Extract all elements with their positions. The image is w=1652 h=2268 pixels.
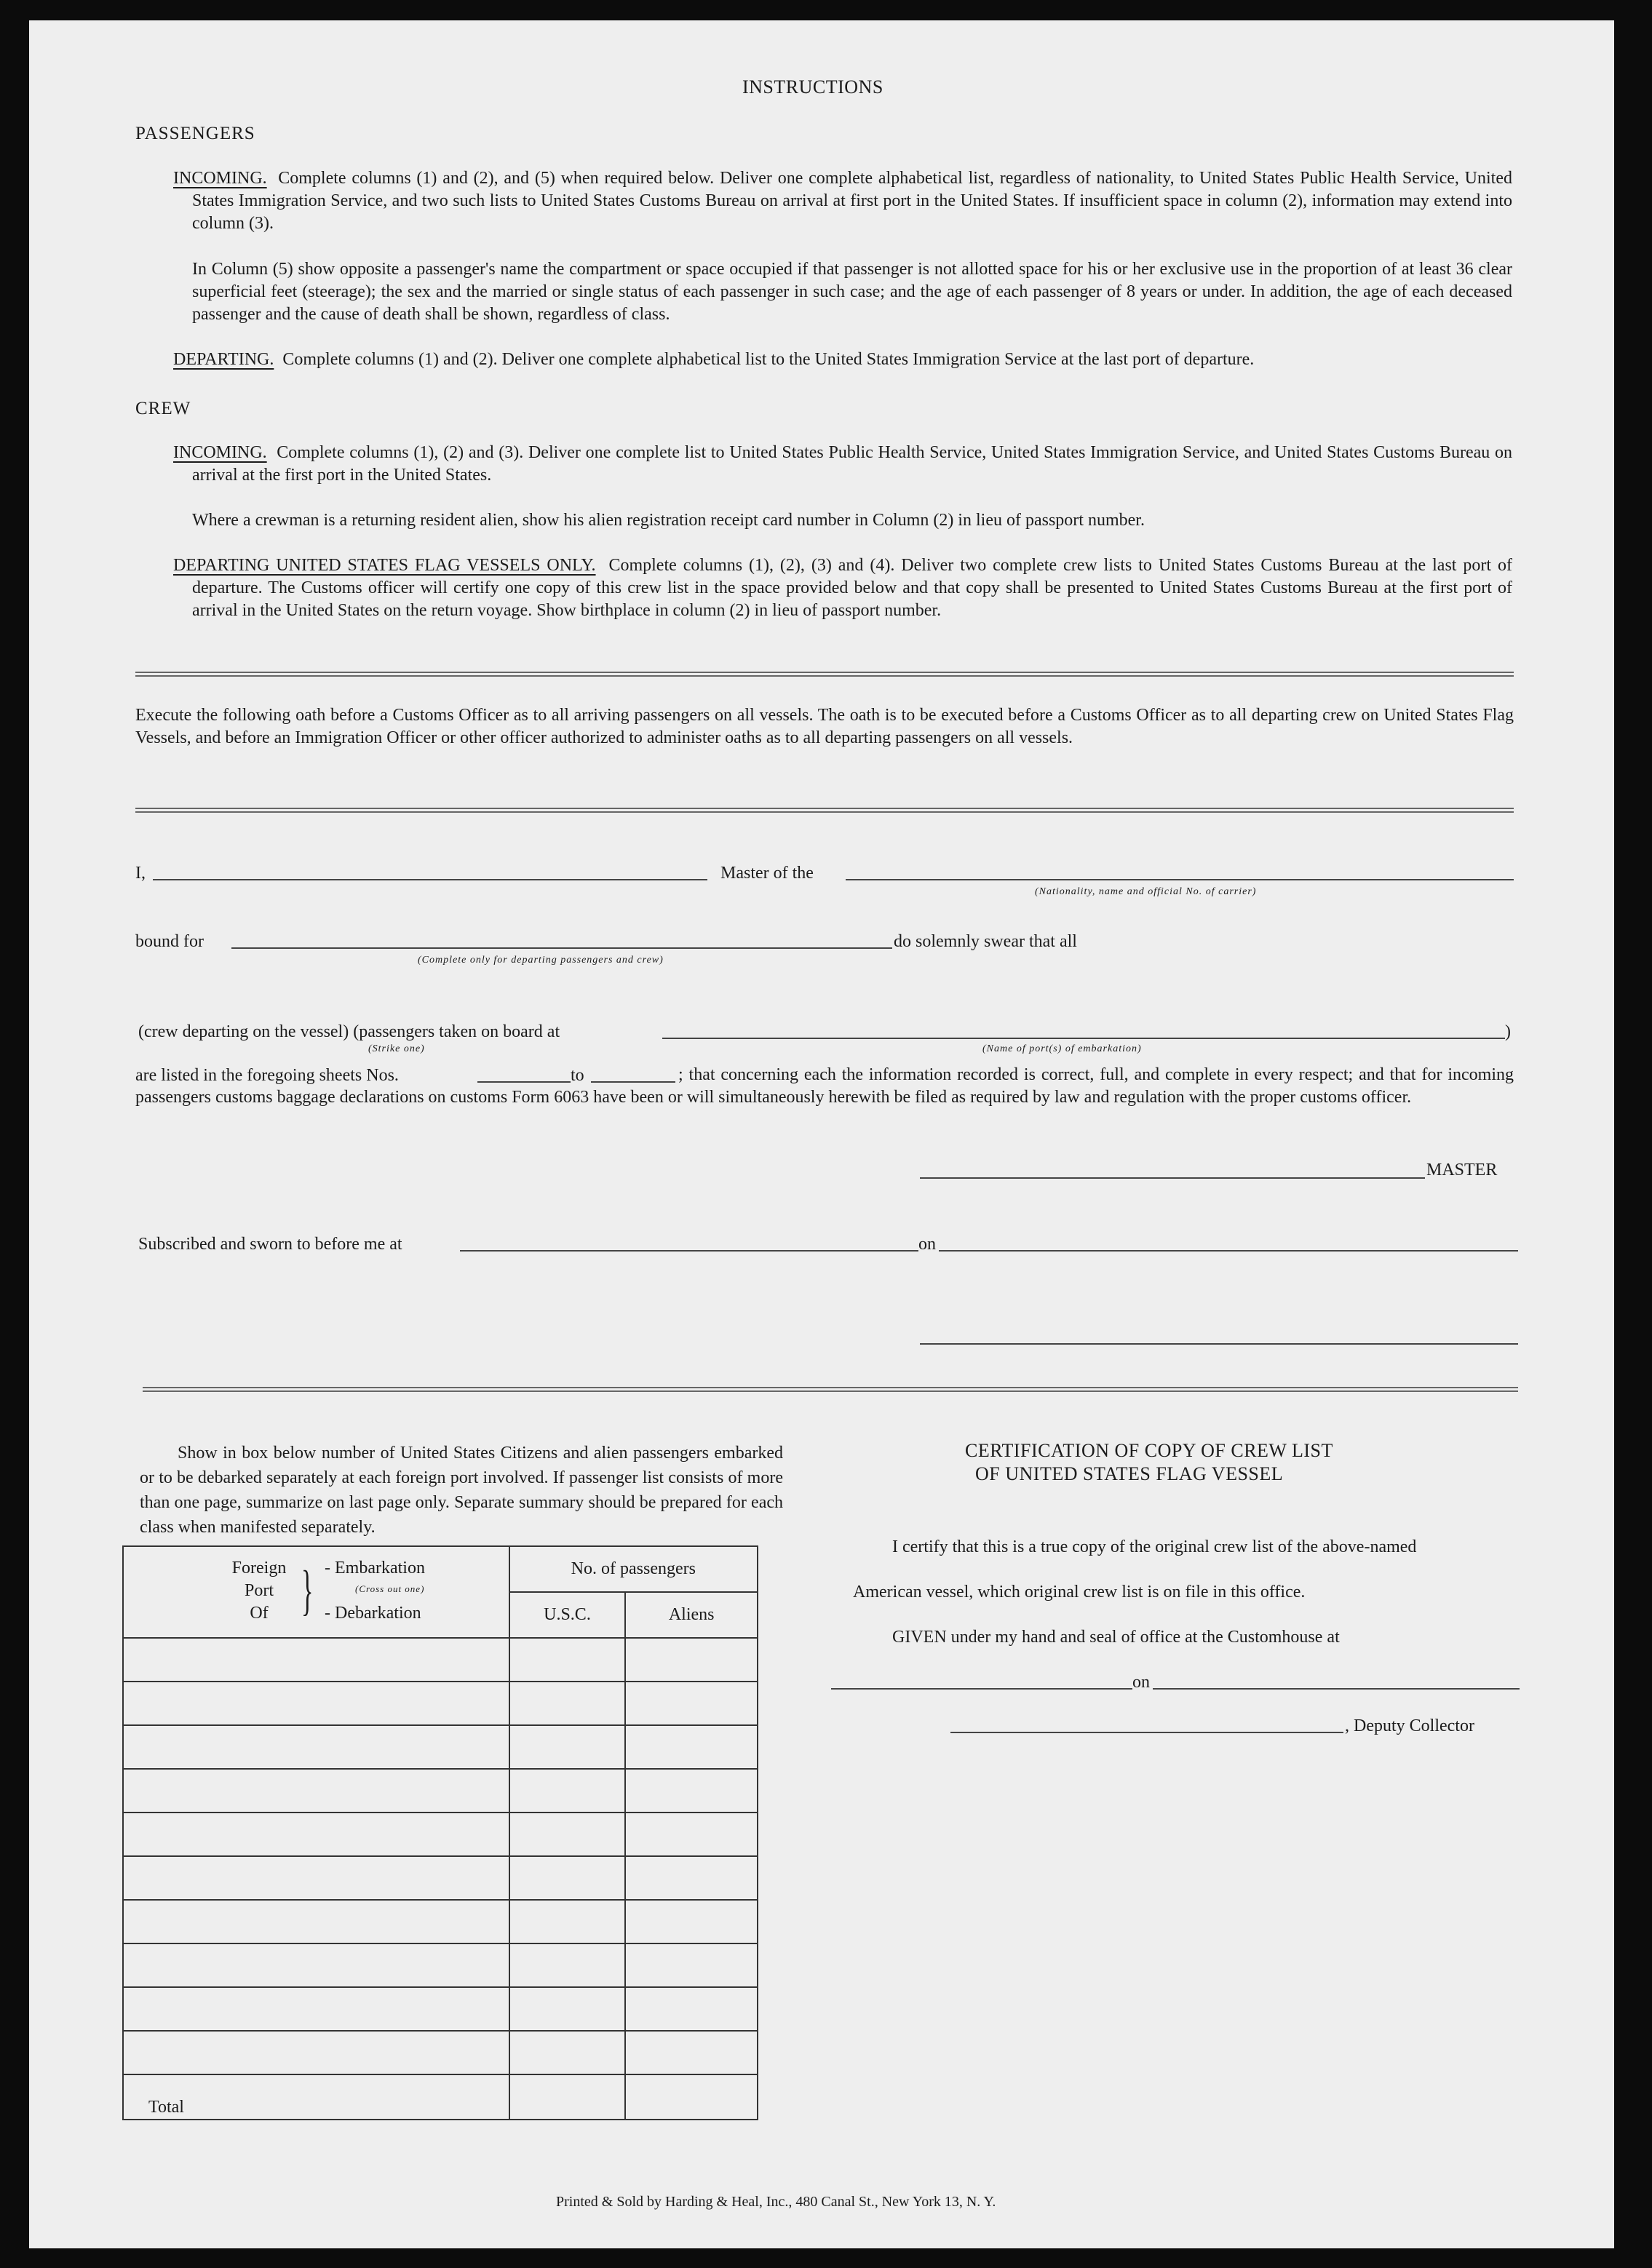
master-label: MASTER (1426, 1161, 1498, 1179)
passengers-departing-text: Complete columns (1) and (2). Deliver one complete alphabetical list to the United States Immigration Service at the last port of departure. (282, 350, 1255, 369)
table-row[interactable] (123, 1682, 758, 1725)
to-word: to (571, 1066, 584, 1085)
passengers-departing-label: DEPARTING. (173, 350, 274, 369)
strike-one-caption: (Strike one) (368, 1043, 425, 1054)
page-title: INSTRUCTIONS (742, 76, 883, 98)
aliens-header: Aliens (625, 1592, 758, 1638)
complete-only-caption: (Complete only for departing passengers and crew) (418, 955, 664, 966)
port-label: Port (244, 1581, 274, 1600)
brace-icon: } (301, 1560, 314, 1621)
crew-incoming-text: Complete columns (1), (2) and (3). Deliver one complete list to United States Public Health Service, United States Immigration Service, and United States Customs Bureau on arrival at the first port in the United States. (192, 443, 1513, 485)
usc-header: U.S.C. (509, 1592, 626, 1638)
certification-title-line1: CERTIFICATION OF COPY OF CREW LIST (965, 1440, 1333, 1461)
summary-instructions: Show in box below number of United States Citizens and alien passengers embarked or to be debarked separately at each foreign port involved. If passenger list consists of more than one page, summarize on last page only. Separate summary should be prepared for each class when manifested separately. (140, 1444, 783, 1537)
table-row[interactable] (123, 1813, 758, 1856)
subscribed-on-word: on (918, 1235, 936, 1254)
crew-resident-paragraph: Where a crewman is a returning resident alien, show his alien registration receipt card number in Column (2) in lieu of passport number. (192, 511, 1145, 530)
master-of-the-label: Master of the (720, 864, 814, 883)
total-row[interactable] (123, 2074, 758, 2120)
subscribed-label: Subscribed and sworn to before me at (138, 1235, 402, 1254)
close-paren: ) (1505, 1022, 1511, 1041)
nationality-caption: (Nationality, name and official No. of carrier) (1035, 886, 1257, 897)
bound-for-label: bound for (135, 932, 204, 951)
certification-line1: I certify that this is a true copy of the original crew list of the above-named (892, 1537, 1417, 1556)
section-divider (135, 672, 1514, 677)
table-row[interactable] (123, 1900, 758, 1943)
table-row[interactable] (123, 1856, 758, 1900)
debarkation-label: - Debarkation (325, 1604, 421, 1623)
section-divider (143, 1387, 1518, 1392)
total-usc-cell[interactable] (509, 2074, 626, 2120)
section-divider (135, 808, 1514, 813)
crew-heading: CREW (135, 399, 191, 418)
oath-intro: Execute the following oath before a Customs Officer as to all arriving passengers on all vessels. The oath is to be executed before a Customs Officer as to all departing crew on United States Flag Vessels, and before an Immigration Officer or other officer authorized to administer oaths as to all departing passengers on all vessels. (135, 706, 1514, 747)
cross-out-caption: (Cross out one) (355, 1583, 425, 1594)
ports-embarkation-line[interactable] (662, 1038, 1505, 1039)
printer-footer: Printed & Sold by Harding & Heal, Inc., 480 Canal St., New York 13, N. Y. (556, 2194, 996, 2210)
foreign-label: Foreign (231, 1559, 287, 1577)
passengers-heading: PASSENGERS (135, 124, 255, 143)
oath-i-label: I, (135, 864, 146, 883)
no-of-passengers-header: No. of passengers (509, 1546, 758, 1592)
passenger-summary-table (122, 1545, 758, 2120)
listed-prefix: are listed in the foregoing sheets Nos. (135, 1066, 399, 1085)
total-aliens-cell[interactable] (625, 2074, 758, 2120)
certification-line3: GIVEN under my hand and seal of office at the Customhouse at (892, 1628, 1340, 1647)
vessel-name-line[interactable] (846, 879, 1514, 880)
of-label: Of (250, 1604, 269, 1623)
subscribed-place-line[interactable] (460, 1250, 918, 1252)
crew-departing-label: DEPARTING UNITED STATES FLAG VESSELS ONLY. (173, 556, 596, 575)
officer-signature-line[interactable] (920, 1343, 1518, 1345)
passengers-column5-paragraph: In Column (5) show opposite a passenger's name the compartment or space occupied if that passenger is not allotted space for his or her exclusive use in the proportion of at least 36 clear superficial feet (steerage); the sex and the married or single status of each passenger in such case; and the age of each passenger of 8 years or under. In addition, the age of each deceased passenger and the cause of death shall be shown, regardless of class. (192, 260, 1512, 324)
table-row[interactable] (123, 1769, 758, 1813)
passengers-incoming-paragraph (173, 167, 1512, 235)
certification-on-word: on (1132, 1673, 1150, 1692)
embarkation-label: - Embarkation (325, 1559, 425, 1577)
passengers-departing-paragraph (173, 349, 1512, 371)
certification-line2: American vessel, which original crew list is on file in this office. (853, 1583, 1306, 1601)
port-header-cell (123, 1546, 509, 1638)
table-row[interactable] (123, 1638, 758, 1682)
crew-departing-text: (crew departing on the vessel) (passengers taken on board at (138, 1022, 560, 1041)
bound-for-line[interactable] (231, 947, 892, 949)
crew-departing-paragraph (173, 554, 1512, 622)
listed-text: ; that concerning each the information recorded is correct, full, and complete in every respect; and that for incoming passengers customs baggage declarations on customs Form 6063 have been or will simultaneously herewith be filed as required by law and regulation with the proper customs officer. (135, 1065, 1514, 1107)
customhouse-place-line[interactable] (831, 1688, 1132, 1690)
subscribed-date-line[interactable] (939, 1250, 1518, 1252)
crew-incoming-paragraph (173, 442, 1513, 487)
ports-caption: (Name of port(s) of embarkation) (982, 1043, 1142, 1054)
crew-departing-text: Complete columns (1), (2), (3) and (4). Deliver two complete crew lists to United States Customs Bureau at the last port of departure. The Customs officer will certify one copy of this crew list in the space provided below and that copy shall be presented to United States Customs Bureau at the first port of arrival in the United States on the return voyage. Show birthplace in column (2) in lieu of passport number. (192, 556, 1512, 620)
table-header-row (123, 1546, 758, 1592)
table-row[interactable] (123, 1943, 758, 1987)
certification-date-line[interactable] (1153, 1688, 1520, 1690)
table-row[interactable] (123, 2031, 758, 2074)
certification-title-line2: OF UNITED STATES FLAG VESSEL (975, 1463, 1284, 1484)
master-name-line[interactable] (153, 879, 707, 880)
deputy-signature-line[interactable] (950, 1732, 1343, 1733)
deputy-collector-label: , Deputy Collector (1345, 1716, 1474, 1735)
passengers-incoming-label: INCOMING. (173, 169, 267, 188)
master-signature-line[interactable] (920, 1177, 1425, 1179)
table-row[interactable] (123, 1725, 758, 1769)
solemnly-swear-text: do solemnly swear that all (894, 932, 1077, 951)
passengers-incoming-text: Complete columns (1) and (2), and (5) when required below. Deliver one complete alphabetical list, regardless of nationality, to United States Public Health Service, United States Immigration Service, and two such lists to United States Customs Bureau on arrival at first port in the United States. If insufficient space in column (2), information may extend into column (3). (192, 169, 1512, 233)
table-row[interactable] (123, 1987, 758, 2031)
total-label: Total (123, 2074, 509, 2120)
crew-incoming-label: INCOMING. (173, 443, 267, 462)
